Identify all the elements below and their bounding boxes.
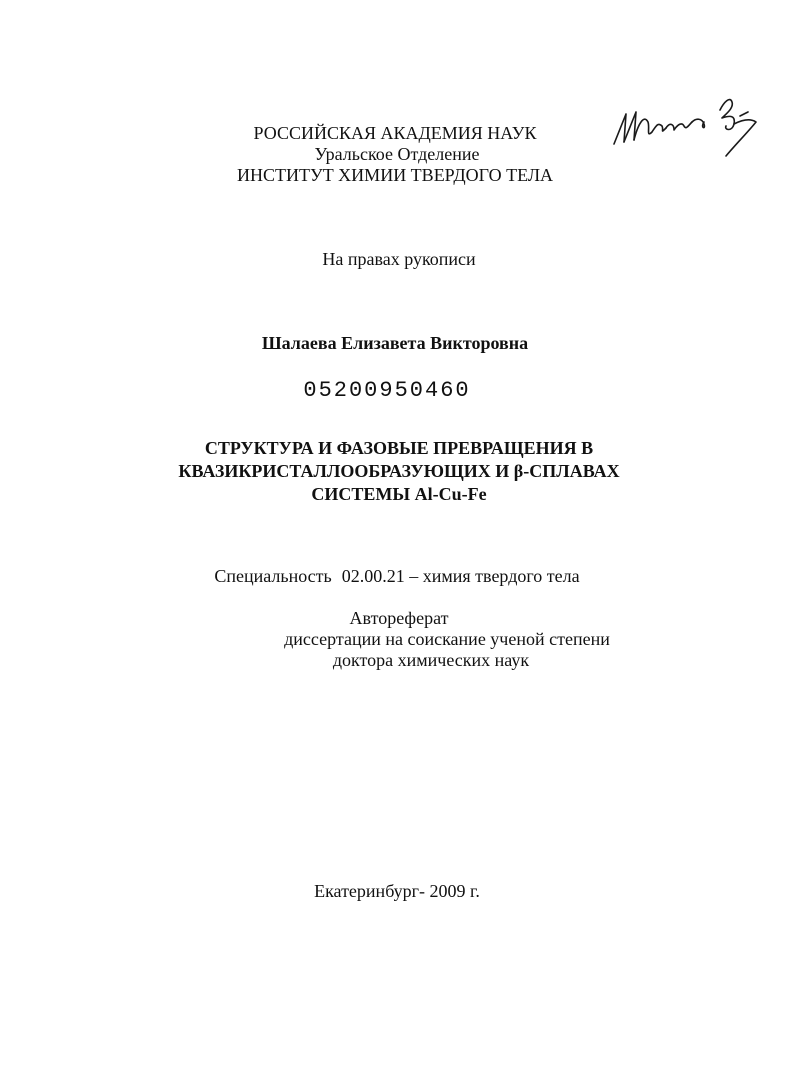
institute-name: ИНСТИТУТ ХИМИИ ТВЕРДОГО ТЕЛА	[236, 165, 554, 185]
catalog-code: 05200950460	[303, 378, 471, 403]
specialty-label: Специальность	[214, 566, 332, 586]
abstract-purpose: диссертации на соискание ученой степени	[284, 629, 610, 649]
specialty-value: 02.00.21 – химия твердого тела	[341, 566, 580, 586]
thesis-title-line-1: СТРУКТУРА И ФАЗОВЫЕ ПРЕВРАЩЕНИЯ В	[204, 438, 594, 458]
abstract-type: Автореферат	[349, 608, 449, 628]
branch-name: Уральское Отделение	[314, 144, 480, 164]
place-and-year: Екатеринбург- 2009 г.	[314, 881, 480, 901]
signature-icon	[608, 84, 768, 164]
academy-name: РОССИЙСКАЯ АКАДЕМИЯ НАУК	[253, 123, 537, 143]
specialty	[0, 565, 794, 587]
author-name: Шалаева Елизавета Викторовна	[261, 333, 529, 353]
rights-note: На правах рукописи	[322, 249, 476, 269]
thesis-title-line-2: КВАЗИКРИСТАЛЛООБРАЗУЮЩИХ И β-СПЛАВАХ	[178, 461, 620, 481]
abstract-degree: доктора химических наук	[332, 650, 530, 670]
thesis-title-line-3: СИСТЕМЫ Al-Cu-Fe	[311, 484, 487, 504]
